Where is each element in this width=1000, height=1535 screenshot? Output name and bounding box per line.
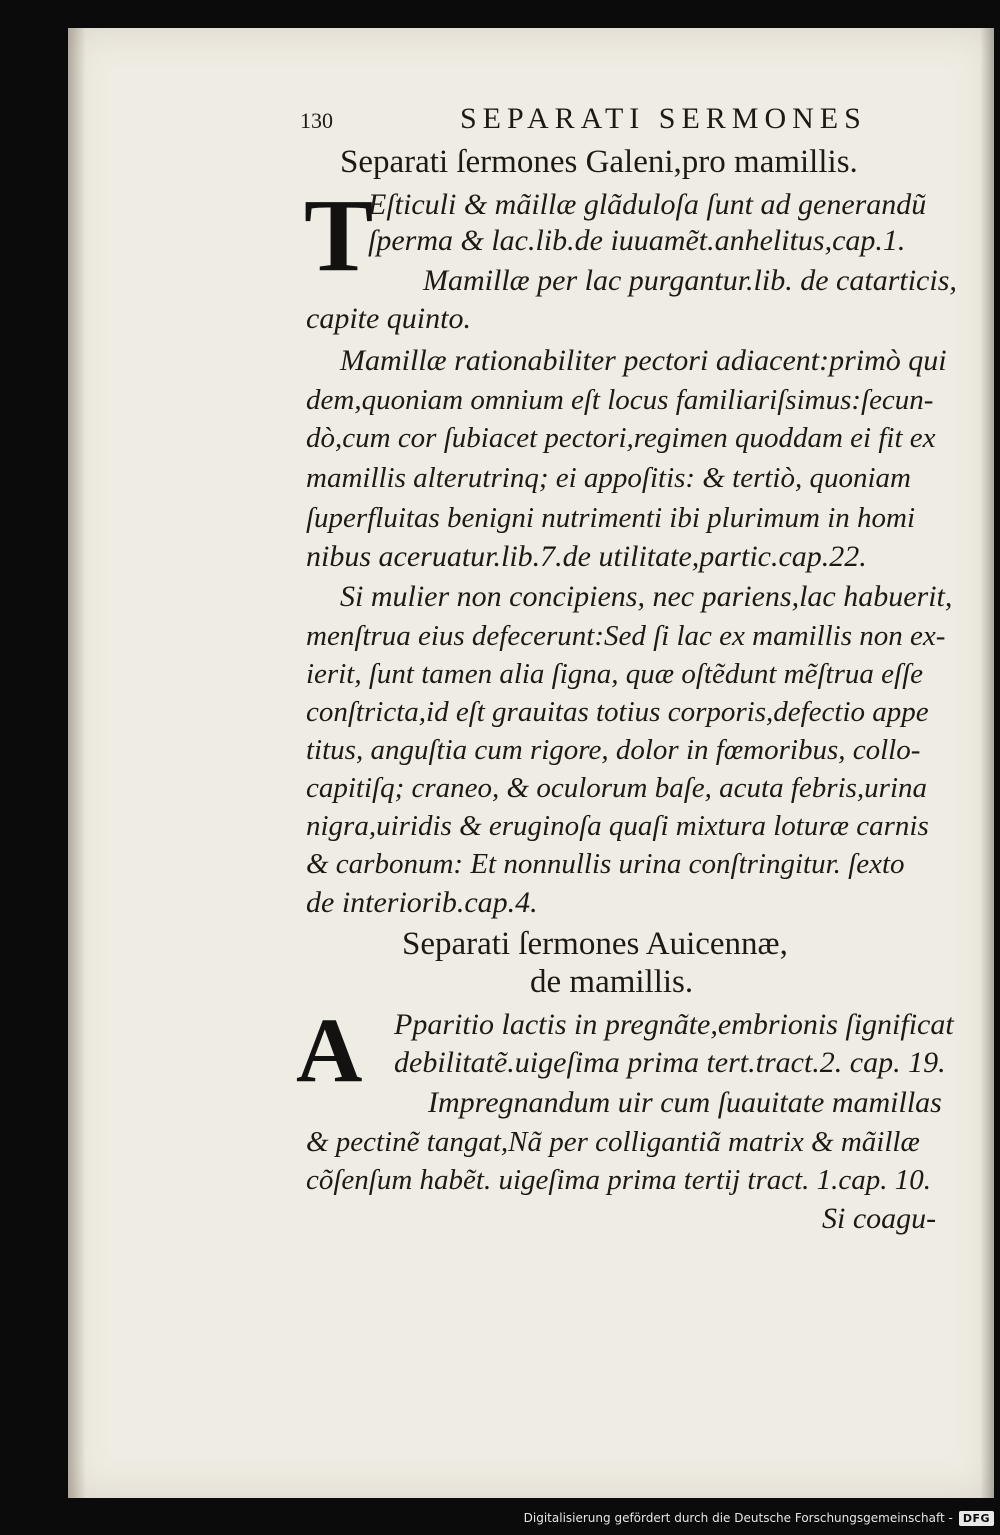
funding-caption: Digitalisierung gefördert durch die Deutsche Forschungsgemeinschaft - <box>523 1511 953 1525</box>
footer-credit <box>524 1507 994 1529</box>
text-line: capitiſq; craneo, & oculorum baſe, acuta febris,urina <box>306 772 928 804</box>
text-line: ſperma & lac.lib.de iuuamẽt.anhelitus,cap.1. <box>368 224 906 257</box>
text-line: ierit, ſunt tamen alia ſigna, quæ oſtẽdunt mẽſtrua eſſe <box>306 658 924 690</box>
text-line: dò,cum cor ſubiacet pectori,regimen quoddam ei fit ex <box>306 422 936 454</box>
edge-shadow <box>980 28 994 1498</box>
text-line: nibus aceruatur.lib.7.de utilitate,partic.cap.22. <box>306 540 867 573</box>
section-heading-galen: Separati ſermones Galeni,pro mamillis. <box>340 144 858 180</box>
text-line: cõſenſum habẽt. uigeſima prima tertij tract. 1.cap. 10. <box>306 1164 932 1196</box>
text-line: Mamillæ per lac purgantur.lib. de catarticis, <box>423 264 957 297</box>
text-line: Mamillæ rationabiliter pectori adiacent:primò qui <box>340 344 947 377</box>
text-line: Si mulier non concipiens, nec pariens,lac habuerit, <box>340 580 953 613</box>
section-heading-avicenna: Separati ſermones Auicennæ, <box>402 926 788 962</box>
drop-cap-t: T <box>304 178 374 293</box>
text-line: ſuperfluitas benigni nutrimenti ibi plurimum in homi <box>306 502 915 534</box>
text-line: nigra,uiridis & eruginoſa quaſi mixtura loturæ carnis <box>306 810 929 842</box>
drop-cap-a: A <box>296 999 363 1101</box>
text-line: titus, anguſtia cum rigore, dolor in fœmoribus, collo- <box>306 734 921 766</box>
text-line: Pparitio lactis in pregnãte,embrionis ſignificat <box>394 1008 954 1041</box>
text-line: menſtrua eius defecerunt:Sed ſi lac ex mamillis non ex- <box>306 620 946 652</box>
text-line: Impregnandum uir cum ſuauitate mamillas <box>428 1086 942 1119</box>
catchword: Si coagu- <box>822 1202 937 1235</box>
running-head: SEPARATI SERMONES <box>460 102 867 135</box>
text-line: mamillis alterutrinq; ei appoſitis: & tertiò, quoniam <box>306 462 911 494</box>
section-heading-avicenna-2: de mamillis. <box>530 964 694 1000</box>
dfg-logo: DFG <box>959 1511 994 1526</box>
text-line: dem,quoniam omnium eſt locus familiariſsimus:ſecun- <box>306 384 934 416</box>
text-line: Eſticuli & mãillæ glãduloſa ſunt ad generandũ <box>368 188 927 221</box>
page-number: 130 <box>300 108 333 133</box>
text-line: & carbonum: Et nonnullis urina conſtringitur. ſexto <box>306 848 905 880</box>
text-line: de interiorib.cap.4. <box>306 886 538 919</box>
book-page <box>68 28 994 1498</box>
text-line: capite quinto. <box>306 302 471 335</box>
text-line: debilitatẽ.uigeſima prima tert.tract.2. cap. 19. <box>394 1046 946 1079</box>
text-line: & pectinẽ tangat,Nã per colligantiã matrix & mãillæ <box>306 1126 920 1158</box>
gutter-shadow <box>68 28 86 1498</box>
text-line: conſtricta,id eſt grauitas totius corporis,defectio appe <box>306 696 929 728</box>
